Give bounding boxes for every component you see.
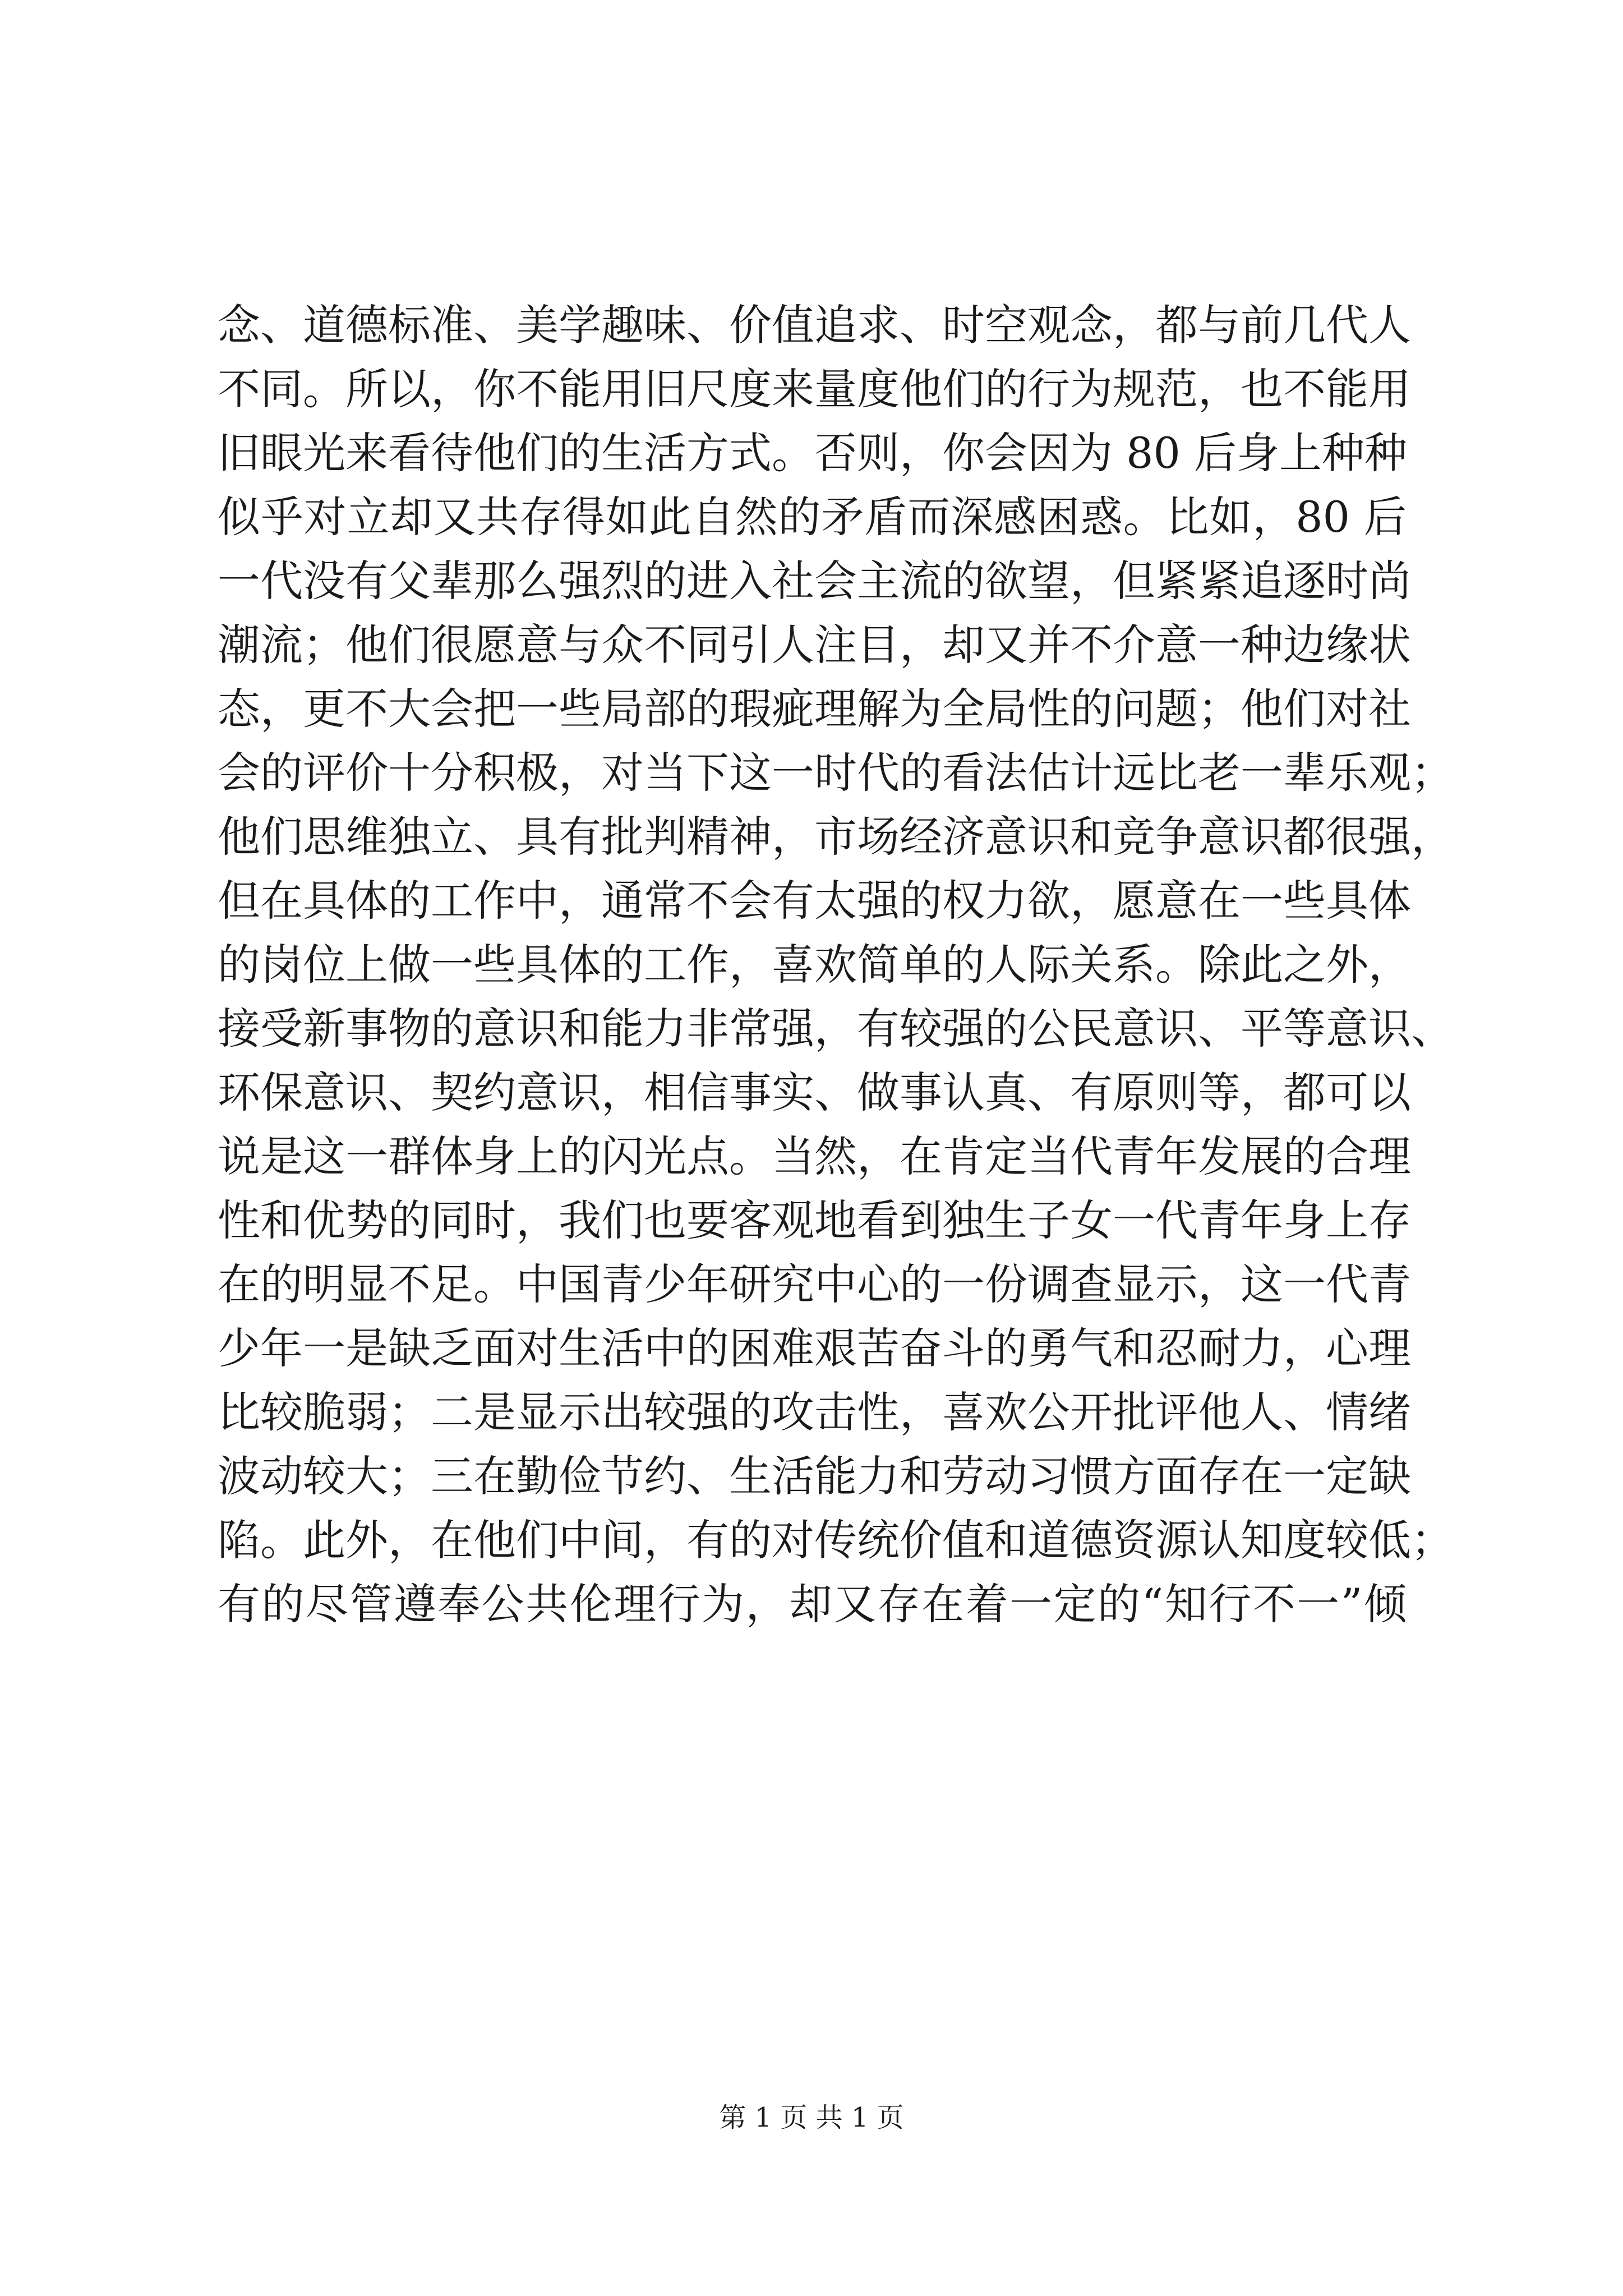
text-line: 他们思维独立、具有批判精神，市场经济意识和竞争意识都很强， bbox=[218, 812, 1454, 862]
text-line: 环保意识、契约意识，相信事实、做事认真、有原则等，都可以 bbox=[218, 1068, 1411, 1117]
text-line: 有的尽管遵奉公共伦理行为，却又存在着一定的“知行不一”倾 bbox=[218, 1579, 1407, 1629]
text-line: 不同。所以，你不能用旧尺度来量度他们的行为规范，也不能用 bbox=[218, 364, 1411, 414]
text-line: 比较脆弱；二是显示出较强的攻击性，喜欢公开批评他人、情绪 bbox=[218, 1387, 1411, 1437]
text-line: 旧眼光来看待他们的生活方式。否则，你会因为 80 后身上种种 bbox=[218, 428, 1408, 478]
text-line: 念、道德标准、美学趣味、价值追求、时空观念，都与前几代人 bbox=[218, 300, 1411, 350]
text-line: 在的明显不足。中国青少年研究中心的一份调查显示，这一代青 bbox=[218, 1259, 1411, 1309]
text-line: 少年一是缺乏面对生活中的困难艰苦奋斗的勇气和忍耐力，心理 bbox=[218, 1323, 1411, 1373]
text-line: 接受新事物的意识和能力非常强，有较强的公民意识、平等意识、 bbox=[218, 1004, 1454, 1053]
page-number: 第 1 页 共 1 页 bbox=[719, 2102, 904, 2133]
text-line: 的岗位上做一些具体的工作，喜欢简单的人际关系。除此之外， bbox=[218, 940, 1411, 990]
text-line: 会的评价十分积极，对当下这一时代的看法估计远比老一辈乐观； bbox=[218, 748, 1454, 798]
body-paragraph bbox=[218, 293, 1454, 1636]
text-line: 一代没有父辈那么强烈的进入社会主流的欲望，但紧紧追逐时尚 bbox=[218, 556, 1411, 606]
text-line: 说是这一群体身上的闪光点。当然，在肯定当代青年发展的合理 bbox=[218, 1131, 1411, 1181]
text-line: 但在具体的工作中，通常不会有太强的权力欲，愿意在一些具体 bbox=[218, 876, 1411, 926]
text-line: 潮流；他们很愿意与众不同引人注目，却又并不介意一种边缘状 bbox=[218, 620, 1411, 670]
text-line: 似乎对立却又共存得如此自然的矛盾而深感困惑。比如，80 后 bbox=[218, 492, 1407, 542]
text-line: 陷。此外，在他们中间，有的对传统价值和道德资源认知度较低； bbox=[218, 1515, 1454, 1565]
text-line: 性和优势的同时，我们也要客观地看到独生子女一代青年身上存 bbox=[218, 1195, 1411, 1245]
text-line: 态，更不大会把一些局部的瑕疵理解为全局性的问题；他们对社 bbox=[218, 684, 1411, 734]
page-footer bbox=[0, 2101, 1623, 2134]
text-line: 波动较大；三在勤俭节约、生活能力和劳动习惯方面存在一定缺 bbox=[218, 1451, 1411, 1501]
